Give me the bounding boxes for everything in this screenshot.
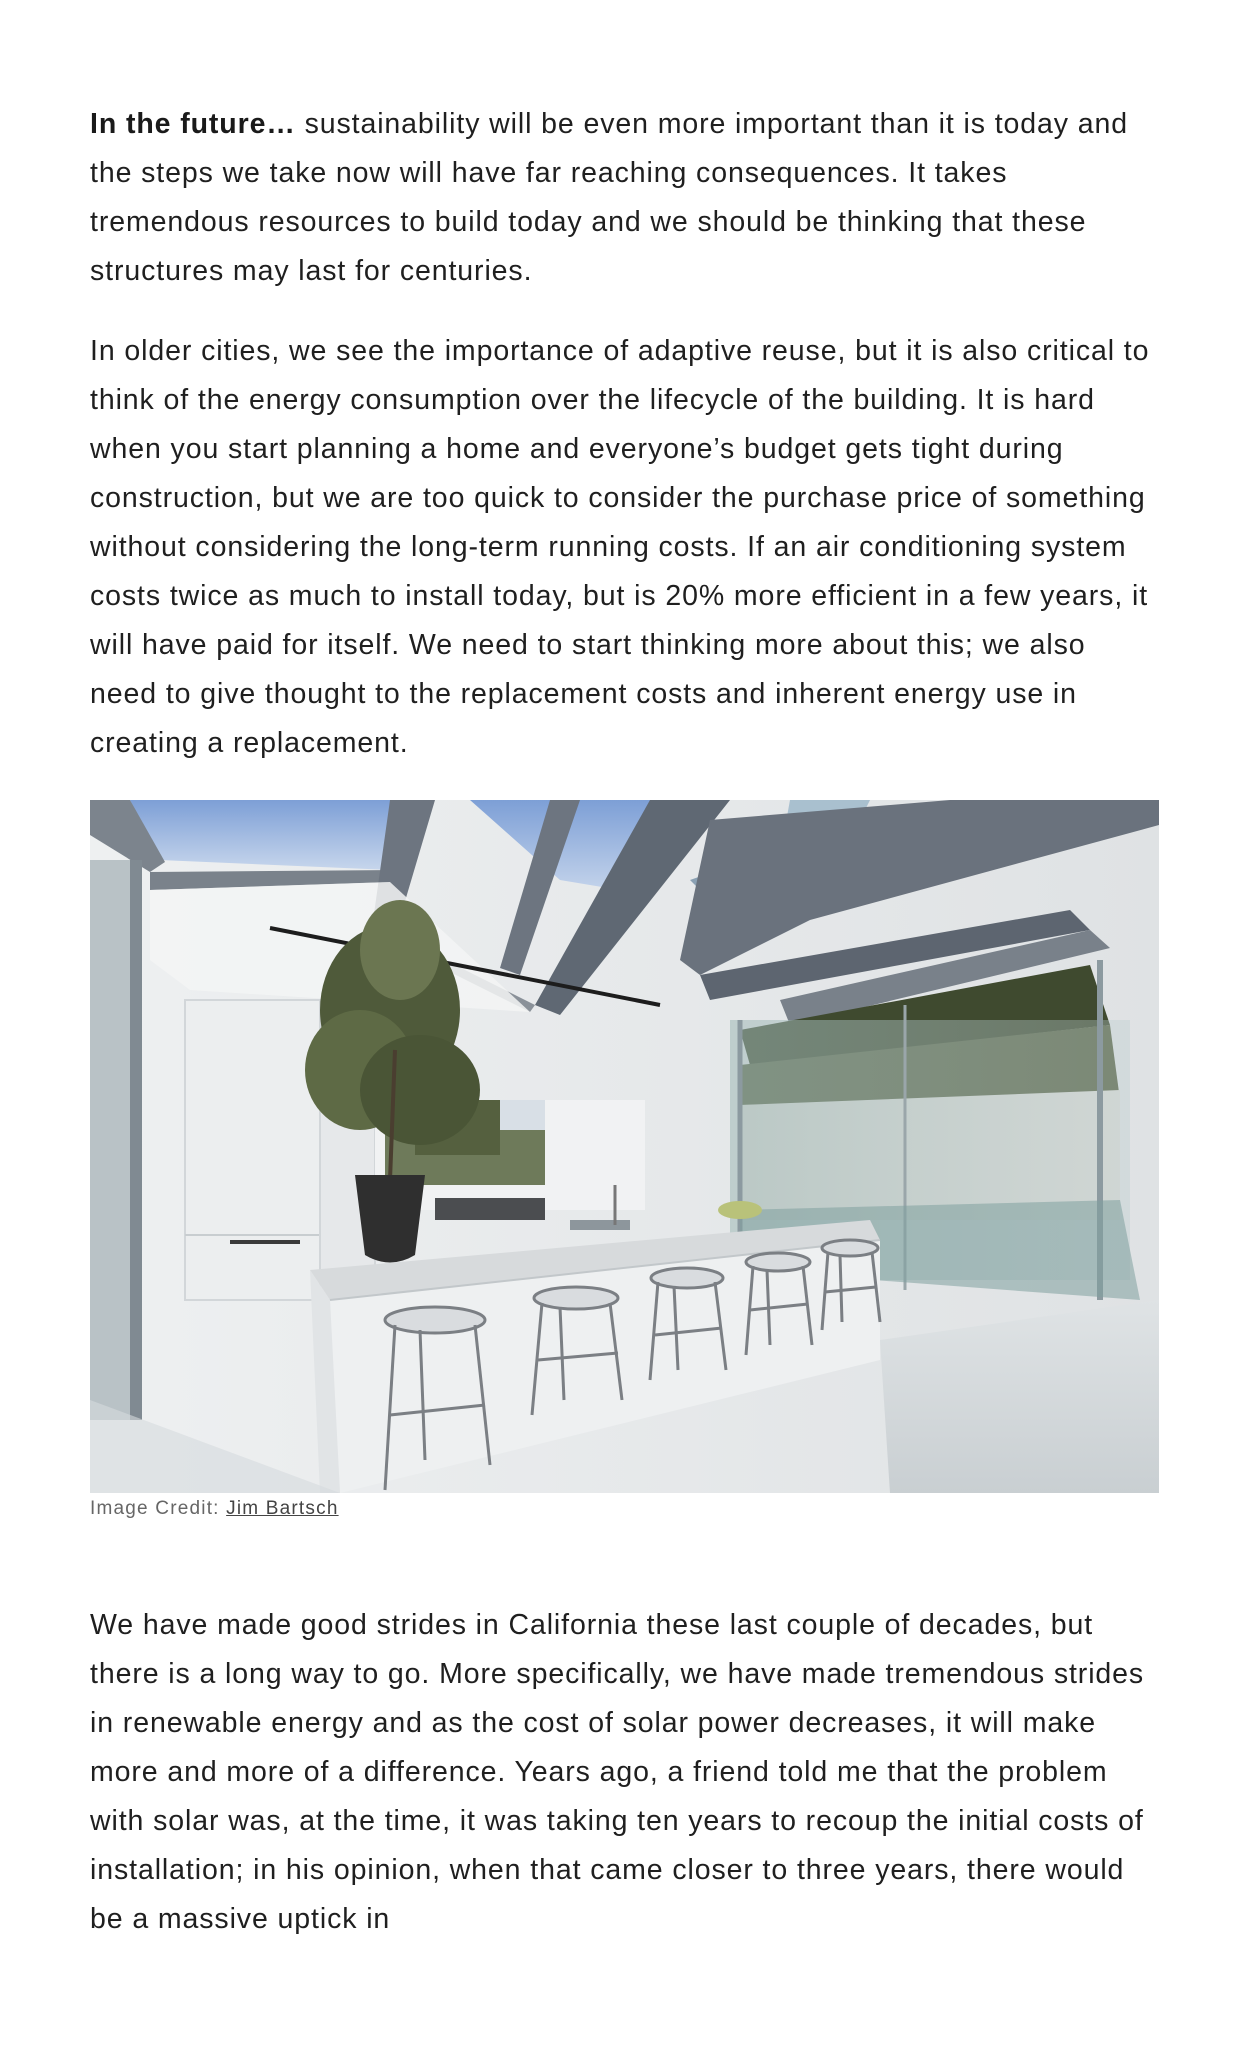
article-figure [90,800,1159,1521]
kitchen-photo [90,800,1159,1493]
paragraph-intro-text: sustainability will be even more important than it is today and the steps we take now will have far reaching consequences. It takes tremendous resources to build today and we should be thinking that these structures may last for centuries. [90,108,1129,287]
figure-caption [90,1497,1159,1521]
photo-credit-link[interactable]: Jim Bartsch [226,1498,339,1519]
paragraph-california: We have made good strides in California these last couple of decades, but there is a long way to go. More specifically, we have made tremendous strides in renewable energy and as the cost of solar power decreases, it will make more and more of a difference. Years ago, a friend told me that the problem with solar was, at the time, it was taking ten years to recoup the initial costs of installation; in his opinion, when that came closer to three years, there would be a massive uptick in [90,1609,1145,1935]
paragraph-intro [90,100,1160,296]
paragraph-lead: In the future… [90,108,296,140]
article-body [90,100,1160,1944]
caption-prefix: Image Credit: [90,1498,227,1519]
paragraph-adaptive-reuse: In older cities, we see the importance of adaptive reuse, but it is also critical to think of the energy consumption over the lifecycle of the building. It is hard when you start planning a home and everyone’s budget gets tight during construction, but we are too quick to consider the purchase price of something without considering the long-term running costs. If an air conditioning system costs twice as much to install today, but is 20% more efficient in a few years, it will have paid for itself. We need to start thinking more about this; we also need to give thought to the replacement costs and inherent energy use in creating a replacement. [90,335,1150,759]
